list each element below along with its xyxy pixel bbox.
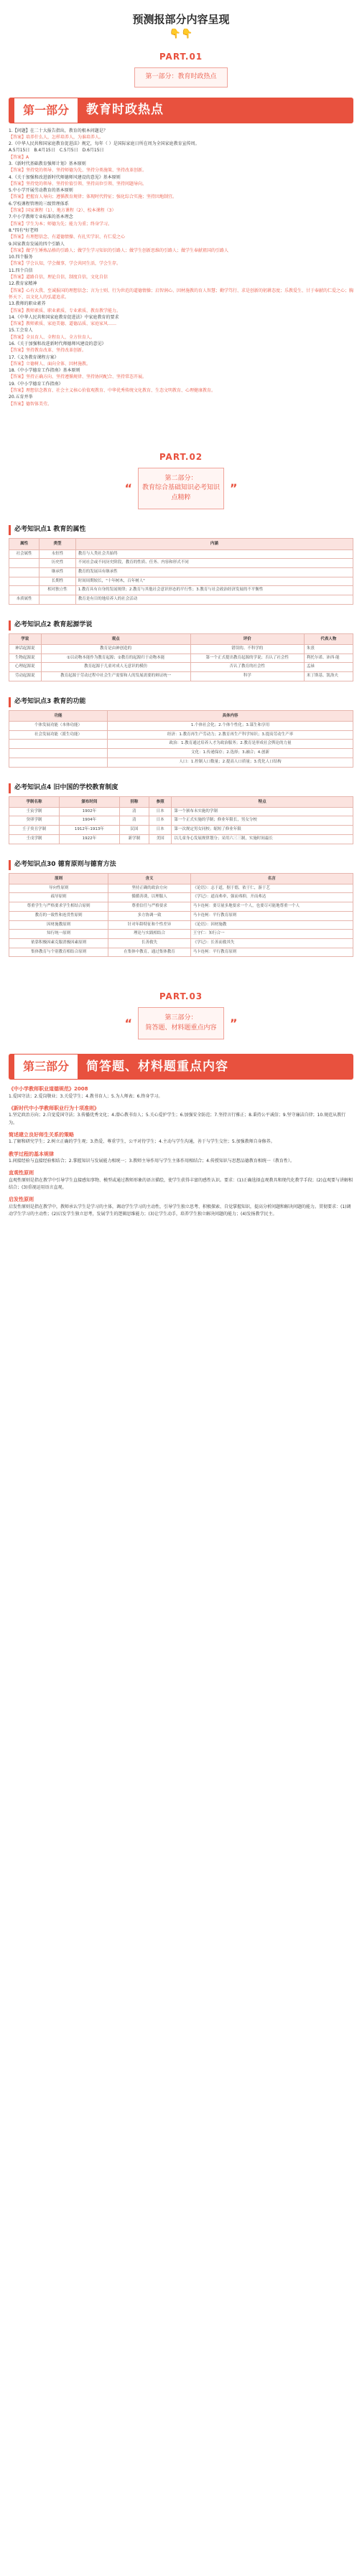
topic-heading: 《中小学教师职业道德规范》2008: [9, 1086, 88, 1093]
table-row: [9, 807, 353, 816]
topic-content: 启发性原则是指在教学中，教师承认学生是学习的主体，调动学生学习的主动性，引导学生独立思考、积极探索、自觉掌握知识，提高分析问题和解决问题的能力。贯彻要求：(1)调动学生学习的主动性；(2)启发学生独立思考，发展学生的逻辑思维能力；(3)让学生动手，培养学生独立解决问题的能力；(4)发扬教学民主。: [9, 1204, 351, 1217]
question-line: 16.《关于加强和改进新时代师德师风建设的意见》: [9, 341, 106, 346]
table-row: [9, 595, 353, 605]
table-cell: 朱熹: [304, 645, 353, 654]
table-cell: 日本: [149, 807, 171, 816]
table-education-functions: [9, 710, 353, 768]
table-row: [9, 549, 353, 559]
question-line: 13.教师的职业素养: [9, 301, 46, 307]
table-cell: 因材施教原则: [9, 920, 108, 930]
table-header-row: [9, 633, 353, 644]
table-cell: 王守仁：知行合一: [190, 930, 353, 939]
table-cell: [40, 595, 75, 605]
question-line: 7.中小学教师专业标准的基本理念: [9, 214, 73, 220]
page-title: 预测报部分内容呈现: [132, 13, 230, 26]
table-cell: 教育起源于劳动过程中社会生产需要和人的发展需要的辩证统一: [41, 672, 190, 681]
table-cell: 经济：1.教育再生产劳动力；2.教育再生产科学知识；3.提高劳动生产率: [108, 730, 353, 740]
table-cell: 《论语》：志于道，据于德，依于仁，游于艺: [190, 884, 353, 893]
table-cell: 以儿童身心发展规律划分；采用六三三制，实施时间最长: [172, 834, 353, 844]
table-cell: 针对年龄特征和个性差异: [108, 920, 190, 930]
table-cell: 个体发展功能（本体功能）: [9, 722, 108, 731]
column-header: 特点: [172, 796, 353, 807]
table-cell: 马卡连柯：要尽量多地要求一个人，也要尽可能地尊重一个人: [190, 902, 353, 912]
table-row: [9, 730, 353, 740]
part1-banner-box: 第一部分: [14, 98, 78, 123]
table-row: [9, 749, 353, 758]
answer-line: 【答案】坚持正确方向、坚持遵循规律、坚持协同配合、坚持常态开展。: [9, 374, 147, 380]
question-line: 17.《义务教育课程方案》: [9, 354, 59, 360]
table-cell: 神话起源说: [9, 645, 42, 654]
question-line: 2.《中华人民共和国家庭教育促进法》规定，每年（ ）是国际家庭日所在周为全国家庭教育宣传周。: [9, 141, 200, 147]
column-header: 原则: [9, 873, 108, 884]
table-row: [9, 826, 353, 835]
table-cell: [9, 758, 108, 767]
table-cell: 教育是由神创造的: [41, 645, 190, 654]
table-cell: 科学: [190, 672, 304, 681]
table-row: [9, 816, 353, 826]
question-line: 5.中小学开展劳动教育的基本原则: [9, 188, 73, 194]
table-cell: 癸卯学制: [9, 816, 60, 826]
topic-heading: 《新时代中小学教师职业行为十项准则》: [9, 1105, 99, 1111]
open-quote-icon: “: [124, 1016, 132, 1030]
table-cell: [9, 749, 108, 758]
table-header-row: [9, 539, 353, 549]
table-cell: [9, 568, 40, 577]
table-cell: 马卡连柯：平行教育原则: [190, 948, 353, 957]
table-cell: 知行统一原则: [9, 930, 108, 939]
question-line: 12.教育家精神: [9, 281, 37, 287]
table-cell: ①以动物本能作为教育起源；②教育的起源归于动物本能: [41, 654, 190, 663]
table-cell: 疏导原则: [9, 893, 108, 902]
question-line: 6.学校课程管理的三级管理体系: [9, 201, 69, 207]
column-header: 代表人物: [304, 633, 353, 644]
close-quote-icon: ”: [230, 1016, 238, 1030]
answer-line: 【答案】全员育人、全程育人、全方位育人。: [9, 334, 96, 340]
part3-banner: [9, 1054, 353, 1080]
part3-subtitle-line2: 简答题、材料题重点内容: [145, 1024, 217, 1032]
part3-banner-title: 简答题、材料题重点内容: [86, 1059, 229, 1074]
table-row: [9, 568, 353, 577]
table-cell: 清: [119, 807, 149, 816]
table-cell: 生物起源说: [9, 654, 42, 663]
table-cell: 坚持正确的政治方向: [108, 884, 190, 893]
table-header-row: [9, 796, 353, 807]
table-cell: 本质属性: [9, 595, 40, 605]
table-cell: 美国: [149, 834, 171, 844]
table-cell: 第一个颁布未实施的学制: [172, 807, 353, 816]
table-cell: 不同社会或不同历史阶段，教育的性质、任务、内容和形式不同: [75, 559, 353, 568]
table-cell: 日本: [149, 816, 171, 826]
table-row: [9, 948, 353, 957]
table-cell: 教育与人类社会共始终: [75, 549, 353, 559]
answer-line: 【答案】培养什么人，怎样培养人，为谁培养人。: [9, 134, 104, 140]
question-line: 1.【问题】在二十大报告指出，教育的根本问题是？: [9, 128, 108, 133]
column-header: 学制名称: [9, 796, 60, 807]
table-cell: 心理起源说: [9, 663, 42, 672]
table-row: [9, 930, 353, 939]
table-cell: 文化：1.传递保存；2.选择；3.融合；4.创新: [108, 749, 353, 758]
table-row: [9, 902, 353, 912]
table-cell: 永恒性: [40, 549, 75, 559]
answer-line: 【答案】把握育人导向；遵循教育规律；体现时代特征；强化综合实施；坚持因地制宜。: [9, 194, 177, 200]
question-line: 8."四有"好老师: [9, 227, 39, 233]
table-cell: [9, 586, 40, 595]
table-cell: 马卡连柯：平行教育原则: [190, 911, 353, 920]
table-cell: 尊重学生与严格要求学生相结合原则: [9, 902, 108, 912]
table-row: [9, 586, 353, 595]
table-cell: 长期性: [40, 577, 75, 586]
table-cell: 米丁斯基、凯洛夫: [304, 672, 353, 681]
column-header: 含义: [108, 873, 190, 884]
table-cell: 1.教育具有自身的发展规律；2.教育与其他社会意识形态的平行性；3.教育与社会政治经济发展的不平衡性: [75, 586, 353, 595]
table-cell: 教育起源于儿童对成人无意识的模仿: [41, 663, 190, 672]
table-cell: 继承性: [40, 568, 75, 577]
part1-banner-title: 教育时政热点: [86, 102, 164, 117]
column-header: 具体内容: [108, 710, 353, 721]
table-cell: 多方协调一致: [108, 911, 190, 920]
table-cell: 依靠积极因素克服消极因素原则: [9, 938, 108, 948]
table-cell: 壬寅学制: [9, 807, 60, 816]
table-cell: 集体教育与个别教育相结合原则: [9, 948, 108, 957]
topic-content: 1.爱国守法；2.爱岗敬业；3.关爱学生；4.教书育人；5.为人师表；6.终身学习。: [9, 1093, 163, 1099]
column-header: 颁布时间: [59, 796, 119, 807]
table-row: [9, 577, 353, 586]
table-cell: 社会发展功能（派生功能）: [9, 730, 108, 740]
table-cell: 劳动起源说: [9, 672, 42, 681]
topic-heading: 直观性原则: [9, 1170, 34, 1176]
table-row: [9, 834, 353, 844]
table-row: [9, 920, 353, 930]
table-row: [9, 559, 353, 568]
column-header: 评价: [190, 633, 304, 644]
topic-content: 1.间接经验与直接经验相结合；2.掌握知识与发展能力相统一；3.教师主导作用与学生主体作用相结合；4.传授知识与思想品德教育相统一（教育性）。: [9, 1159, 294, 1164]
table-row: [9, 911, 353, 920]
table-cell: [9, 559, 40, 568]
table-cell: 清: [119, 816, 149, 826]
part3-items: [9, 1085, 353, 1218]
close-quote-icon: ”: [230, 481, 238, 496]
answer-line: 【答案】学会认知，学会做事，学会共同生活，学会生存。: [9, 261, 121, 267]
part1-banner: [9, 98, 353, 123]
table-cell: 教育是有目的地培养人的社会活动: [75, 595, 353, 605]
open-quote-icon: “: [124, 481, 132, 496]
question-line: 18.《中小学德育工作指南》基本原则: [9, 368, 80, 374]
table-cell: 《学记》：长善而救其失: [190, 938, 353, 948]
table-cell: [9, 740, 108, 749]
table-row: [9, 938, 353, 948]
table-cell: 教育的一致性和连贯性原则: [9, 911, 108, 920]
table-cell: 第一个正式提出教育起源的学说；否认了社会性: [190, 654, 304, 663]
column-header: 观点: [41, 633, 190, 644]
part1-subtitle: 第一部分：教育时政热点: [134, 67, 228, 88]
table-cell: 第一个正式实施的学制；修业年限长，男女分校: [172, 816, 353, 826]
answer-line: 【答案】国家课程（1）、地方课程（2）、校本课程（3）: [9, 208, 116, 214]
part1-qa-list: [9, 123, 353, 407]
table-cell: 尊重信任与严格要求: [108, 902, 190, 912]
column-header: 参照: [149, 796, 171, 807]
table-cell: 日本: [149, 826, 171, 835]
topic-heading: 简述建立良好师生关系的策略: [9, 1131, 74, 1138]
part1-label: PART.01: [159, 52, 203, 62]
table-cell: [9, 577, 40, 586]
column-header: 功能: [9, 710, 108, 721]
table-education-attributes: [9, 538, 353, 604]
question-line: 20.五育并举: [9, 395, 33, 400]
table-row: [9, 654, 353, 663]
table-cell: 1904年: [59, 816, 119, 826]
column-header: 学说: [9, 633, 42, 644]
topic-heading: 启发性原则: [9, 1197, 34, 1203]
table-cell: 教育的发展具有继承性: [75, 568, 353, 577]
question-line: 11.四个自信: [9, 268, 33, 273]
question-line: 14.《中华人民共和国家庭教育促进法》中家庭教育的要求: [9, 314, 119, 320]
question-line: 4.《关于加强和改进新时代师德师风建设的意见》基本原则: [9, 174, 121, 180]
table-header-row: [9, 710, 353, 721]
answer-line: 【答案】学生为本；师德为先；能力为重；终身学习。: [9, 221, 113, 227]
table-row: [9, 672, 353, 681]
part2-subtitle: [138, 468, 224, 510]
table-cell: 历史性: [40, 559, 75, 568]
question-line: A.5月15日 B.4月15日 C.5月5日 D.6月15日: [9, 148, 104, 154]
part3-label: PART.03: [159, 991, 203, 1002]
table-cell: 1902年: [59, 807, 119, 816]
topic-content: 1.坚定政治方向；2.自觉爱国守法；3.传播优秀文化；4.潜心教书育人；5.关心爱护学生；6.加强安全防范；7.坚持言行雅正；8.秉持公平诚信；9.坚守廉洁自律；10.规范从教行为。: [9, 1113, 346, 1126]
table-row: [9, 758, 353, 767]
table-cell: 否认了教育的社会性: [190, 663, 304, 672]
table-cell: 孟禄: [304, 663, 353, 672]
table-row: [9, 645, 353, 654]
table-cell: 错误的、不科学的: [190, 645, 304, 654]
table-cell: 时间周期较长，"十年树木，百年树人": [75, 577, 353, 586]
answer-line: 【答案】坚持党的领导、坚持价值引领、坚持高位引领、坚持问题导向。: [9, 181, 147, 187]
question-line: 10.四个服务: [9, 255, 33, 260]
topic-content: 直观性原则是指在教学中引导学生直接感知事物、模型或通过教师形象的语言描绘，使学生获得丰富的感性认识。要求：(1)正确选择直观教具和现代化教学手段；(2)直观要与讲解相结合；(3)重视运用语言直观。: [9, 1177, 353, 1190]
answer-line: 【答案】心有大我、至诚报国的理想信念；言为士则、行为世范的道德情操；启智润心、因材施教的育人智慧；勤学笃行、求是创新的躬耕态度；乐教爱生、甘于奉献的仁爱之心；胸怀天下、以文化人的弘道追求。: [9, 288, 354, 300]
answer-line: 【答案】立德树人、面向全体、因材施教。: [9, 361, 91, 367]
topic-heading: 教学过程的基本规律: [9, 1151, 54, 1157]
table-cell: 在集体中教育，通过集体教育: [108, 948, 190, 957]
table-row: [9, 884, 353, 893]
table-education-origin: [9, 633, 353, 681]
section-education-origin: 必考知识点2 教育起源学说: [9, 621, 353, 631]
question-line: 19.《中小学德育工作指南》: [9, 381, 63, 387]
table-header-row: [9, 873, 353, 884]
table-cell: 新学制: [119, 834, 149, 844]
table-cell: 民国: [119, 826, 149, 835]
table-cell: 壬戌学制: [9, 834, 60, 844]
column-header: 名言: [190, 873, 353, 884]
table-row: [9, 722, 353, 731]
table-cell: 社会属性: [9, 549, 40, 559]
answer-line: 【答案】教师素质、职业素质、专业素质、教育教学能力。: [9, 308, 121, 313]
table-cell: 1912年-1913年: [59, 826, 119, 835]
question-line: 9.国家教育发展的四个引路人: [9, 241, 65, 247]
answer-line: 【答案】有理想信念、有道德情操、有扎实学识、有仁爱之心: [9, 235, 126, 240]
table-cell: 《论语》：因材施教: [190, 920, 353, 930]
answer-line: 【答案】理想信念教育、社会主义核心价值观教育、中华优秀传统文化教育、生态文明教育、心理健康教育。: [9, 388, 216, 394]
table-cell: 理论与实践相结合: [108, 930, 190, 939]
answer-line: 【答案】坚持党的领导、坚持师德为先、坚持分类施策、坚持改革创新。: [9, 168, 147, 174]
column-header: 属性: [9, 539, 40, 549]
table-cell: 利托尔诺、沛西·能: [304, 654, 353, 663]
answer-line: 【答案】教师素质、家庭美德、道德品质、家庭家风……: [9, 321, 117, 327]
table-row: [9, 893, 353, 902]
topic-content: 1.了解和研究学生；2.树立正确的学生观；3.热爱、尊重学生，公平对待学生；4.主动与学生沟通，善于与学生交往；5.加强教师自身修养。: [9, 1139, 275, 1145]
section-education-attributes: 必考知识点1 教育的属性: [9, 525, 353, 535]
table-cell: 1.个体社会化；2.个体个性化；3.谋生和享用: [108, 722, 353, 731]
answer-line: 【答案】做学生锤炼品格的引路人；做学生学习知识的引路人；做学生创新思维的引路人；做学生奉献祖国的引路人: [9, 247, 229, 253]
part3-banner-box: 第三部分: [14, 1055, 78, 1079]
section-education-functions: 必考知识点3 教育的功能: [9, 697, 353, 707]
table-cell: 相对独立性: [40, 586, 75, 595]
question-line: 3.《新时代基础教育强师计划》基本原则: [9, 161, 86, 166]
pointing-hands-icon: 👇👇: [169, 29, 193, 39]
part3-subtitle: [138, 1007, 224, 1039]
section-school-systems: 必考知识点4 旧中国的学校教育制度: [9, 783, 353, 793]
answer-line: 【答案】A: [9, 154, 29, 160]
table-cell: 壬子癸丑学制: [9, 826, 60, 835]
table-row: [9, 740, 353, 749]
table-moral-education: [9, 873, 353, 958]
table-row: [9, 663, 353, 672]
table-cell: 1922年: [59, 834, 119, 844]
table-cell: 导向性原则: [9, 884, 108, 893]
answer-line: 【答案】道路自信，理论自信，制度自信，文化自信: [9, 275, 108, 280]
column-header: 别称: [119, 796, 149, 807]
column-header: 类型: [40, 539, 75, 549]
section-moral-education: 必考知识点30 德育原则与德育方法: [9, 860, 353, 870]
table-cell: 循循善诱，以理服人: [108, 893, 190, 902]
table-school-systems: [9, 796, 353, 844]
table-cell: 政治：1.教育通过培养人才为政治服务；2.教育是形成社会舆论的力量: [108, 740, 353, 749]
question-line: 15.工会育人: [9, 328, 33, 334]
answer-line: 【答案】坚持教育改革、坚持改革创新。: [9, 348, 87, 354]
table-cell: 长善救失: [108, 938, 190, 948]
part2-subtitle-line1: 第二部分：: [164, 474, 198, 482]
column-header: 内涵: [75, 539, 353, 549]
table-cell: 《学记》：道而弗牵，强而弗抑，开而弗达: [190, 893, 353, 902]
table-cell: 人口：1.控制人口数量；2.提高人口质量；3.优化人口结构: [108, 758, 353, 767]
part2-subtitle-line2: 教育综合基础知识必考知识点精粹: [141, 484, 220, 501]
part3-subtitle-line1: 第三部分：: [164, 1014, 198, 1022]
answer-line: 【答案】德智体美劳。: [9, 401, 52, 407]
table-cell: 第一次规定男女同校；缩短了修业年限: [172, 826, 353, 835]
part2-label: PART.02: [159, 451, 203, 462]
